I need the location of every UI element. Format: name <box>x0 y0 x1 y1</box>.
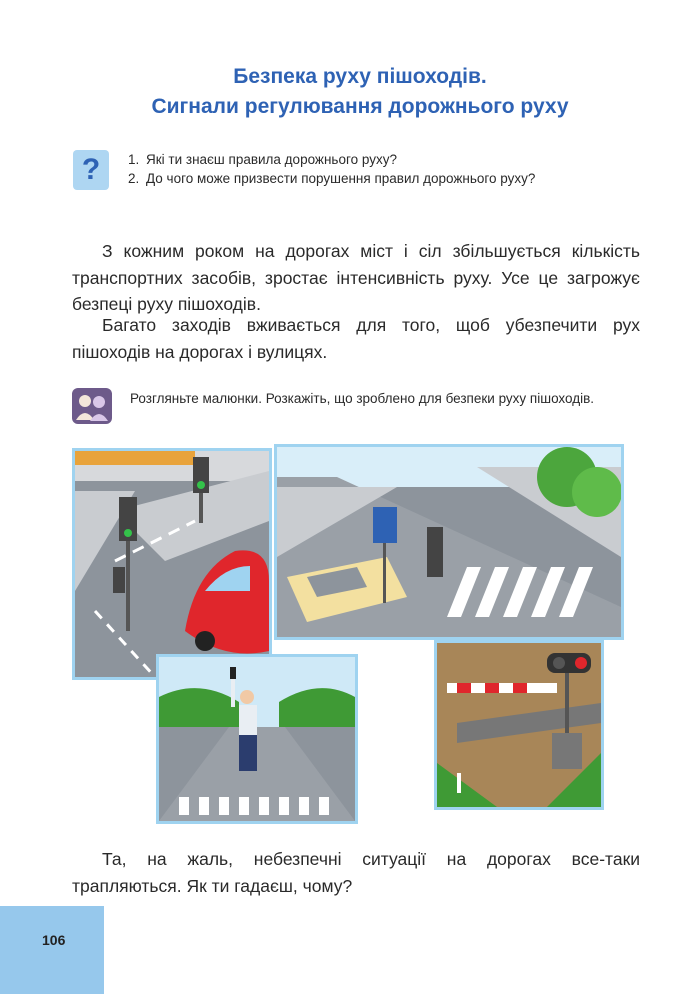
question-text: До чого може призвести порушення правил дорожнього руху? <box>146 171 536 186</box>
question-number: 1. <box>128 152 140 167</box>
illustration-railway-crossing <box>434 640 604 810</box>
task-instruction: Розгляньте малюнки. Розкажіть, що зроблено для безпеки руху пішоходів. <box>130 391 595 406</box>
title-line-1: Безпека руху пішоходів. <box>233 65 487 88</box>
paragraph-2: Багато заходів вживається для того, щоб убезпечити рух пішоходів на дорогах і вулицях. <box>72 315 640 362</box>
questions-list <box>128 150 638 188</box>
question-text: Які ти знаєш правила дорожнього руху? <box>146 152 397 167</box>
paragraph-1: З кожним роком на дорогах міст і сіл збільшується кількість транспортних засобів, зростає інтенсивність руху. Усе це загрожує безпеці руху пішоходів. <box>72 241 640 314</box>
paragraph-3: Та, на жаль, небезпечні ситуації на дорогах все-таки трапляються. Як ти гадаєш, чому? <box>72 849 640 896</box>
illustration-intersection-car <box>72 448 272 680</box>
illustration-pedestrian-island <box>274 444 624 640</box>
question-item <box>128 150 638 169</box>
question-number: 2. <box>128 171 140 186</box>
question-item <box>128 169 638 188</box>
page-number-bar <box>0 906 104 994</box>
title-line-2: Сигнали регулювання дорожнього руху <box>151 95 569 118</box>
pair-discussion-icon <box>72 388 112 424</box>
page-title <box>80 62 640 122</box>
question-mark-icon: ? <box>73 150 109 190</box>
page-number: 106 <box>42 932 66 948</box>
illustration-traffic-controller <box>156 654 358 824</box>
